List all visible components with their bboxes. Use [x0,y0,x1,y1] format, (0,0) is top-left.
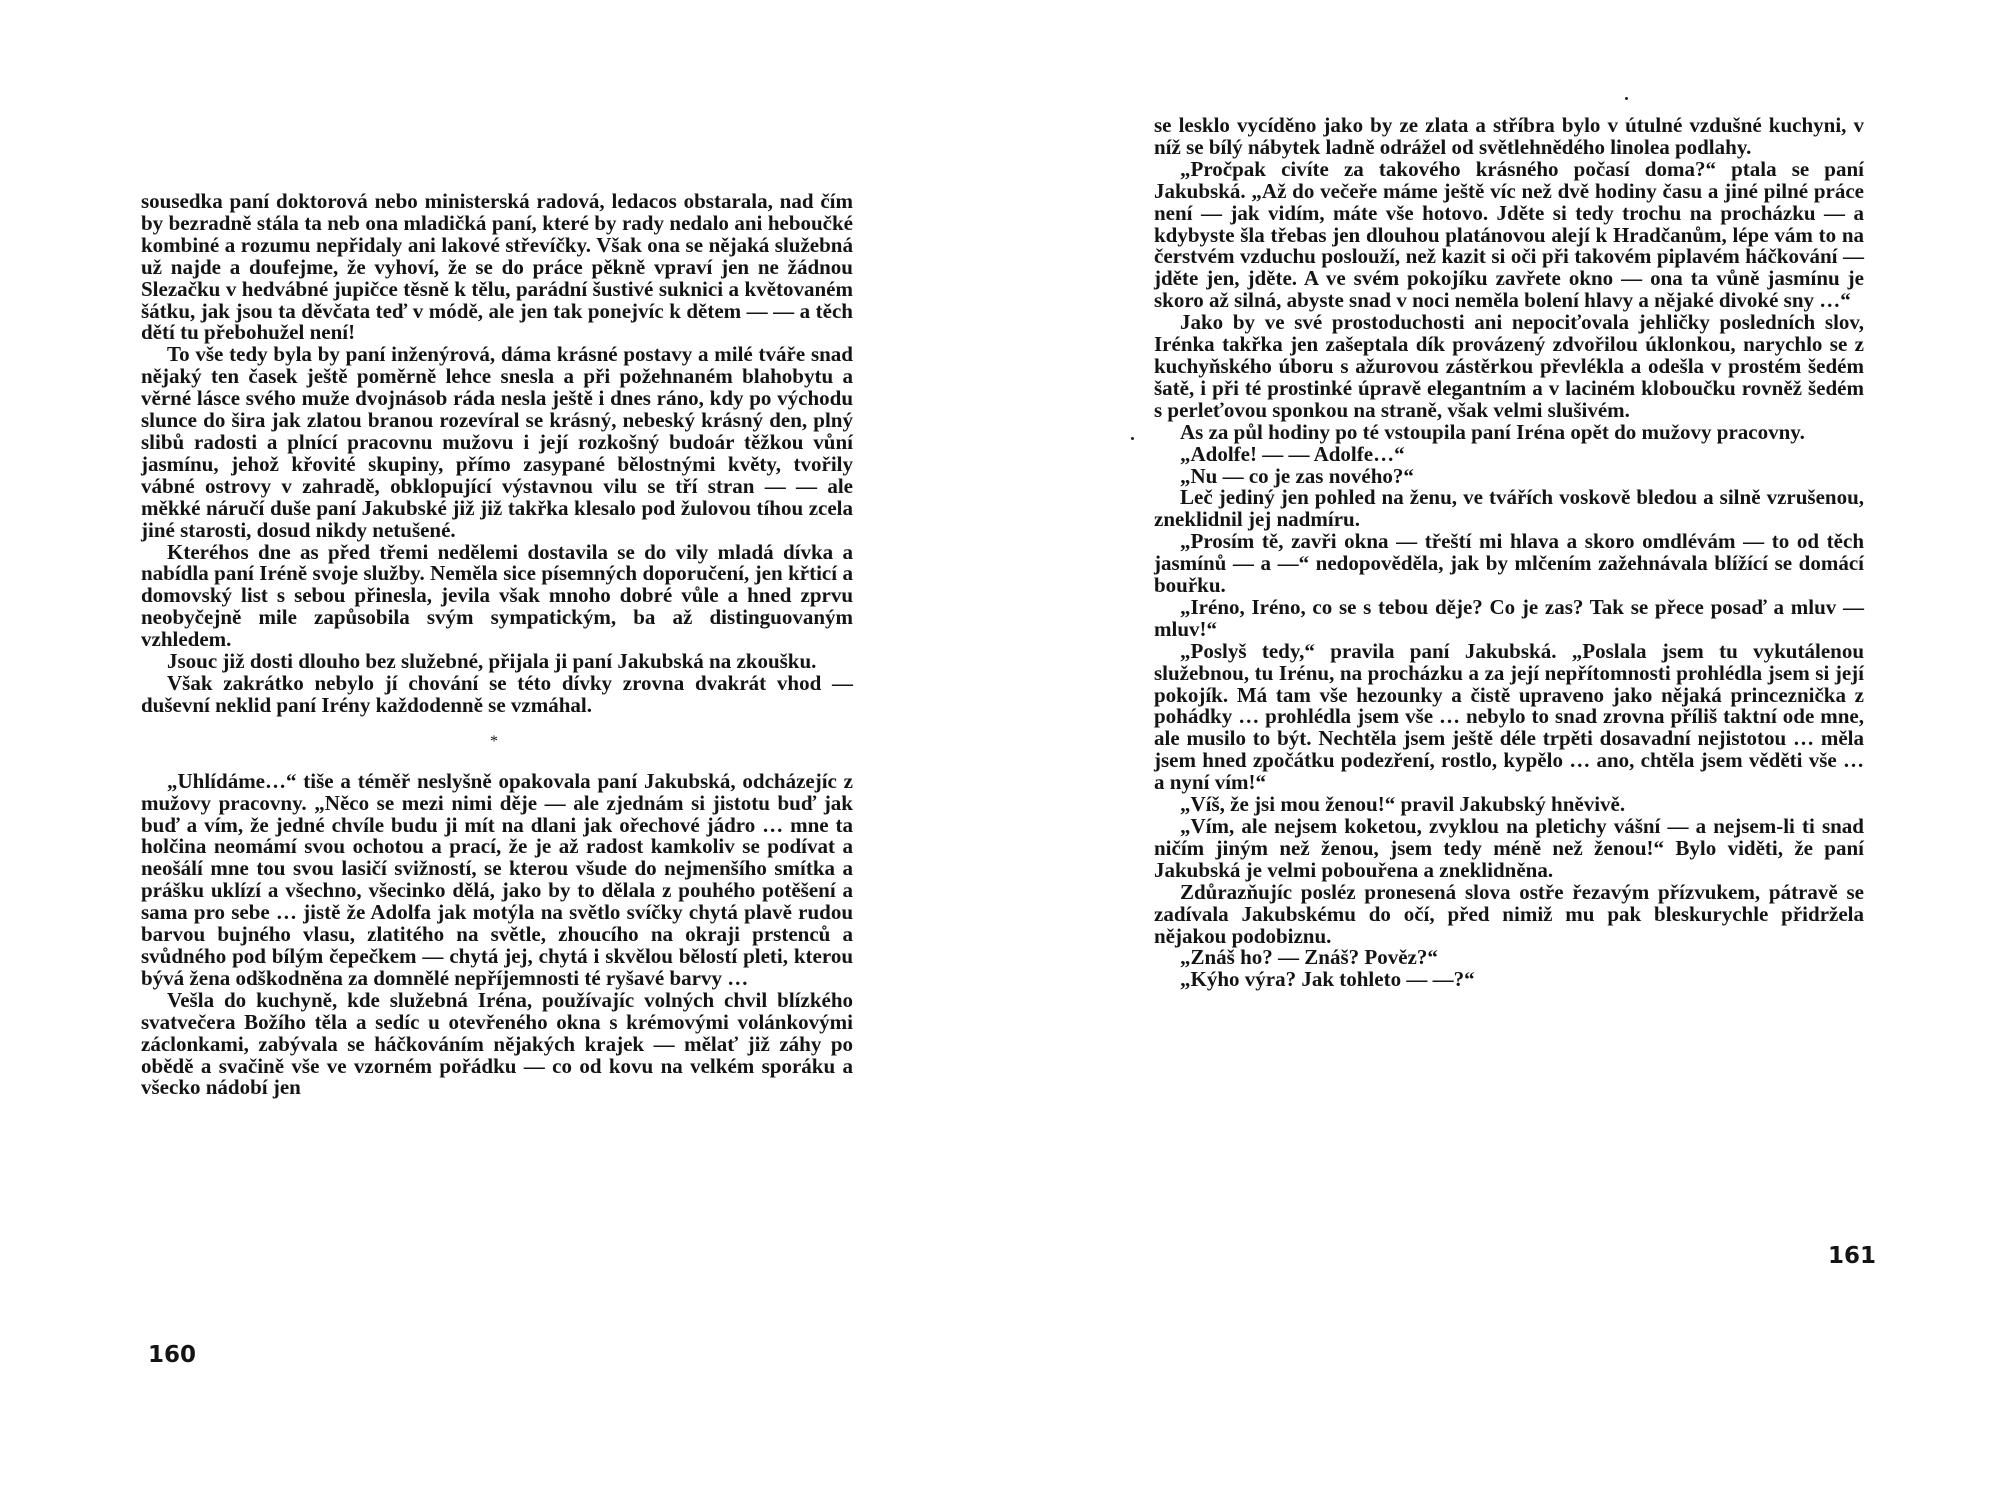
print-speck [1131,437,1134,440]
section-separator [141,725,853,755]
paragraph: sousedka paní doktorová nebo ministerská radová, ledacos obstarala, nad čím by bezradně stála ta neb ona mladičká paní, které by rady nedalo ani heboučké kombiné a rozumu nepřidaly ani lakové střevíčky. Však ona se nějaká služebná už najde a doufejme, že vyhoví, že se do práce pěkně vpraví jen ne žádnou Slezačku v hedvábné jupičce těsně k tělu, parádní šustivé suknici a květovaném šátku, jak jsou ta děvčata teď v módě, ale jen tak ponejvíc k dětem — — a těch dětí tu přebohužel není! [141,189,853,345]
paragraph: To vše tedy byla by paní inženýrová, dáma krásné postavy a milé tváře snad nějaký ten časek ještě poměrně lehce snesla a při požehnaném blahobytu a věrné lásce svého muže dvojnásob ráda nesla ještě i dnes ráno, kdy po východu slunce do šira jak zlatou branou rozevíral se krásný, nebeský krásný den, plný slibů radosti a plnící pracovnu mužovu i její rozkošný budoár těžkou vůní jasmínu, jehož křovité skupiny, přímo zasypané bělostnými květy, tvořily vábné ostrovy v zahradě, obklopující výstavnou vilu se tří stran — — ale měkké náručí duše paní Jakubské již již takřka klesalo pod žulovou tíhou zcela jiné starosti, dosud nikdy netušené. [141,342,853,542]
paragraph: Jsouc již dosti dlouho bez služebné, přijala ji paní Jakubská na zkoušku. [167,649,817,674]
paragraph: Kteréhos dne as před třemi nedělemi dostavila se do vily mladá dívka a nabídla paní Iréně svoje služby. Neměla sice písemných doporučení, jen křticí a domovský list s sebou přinesla, jevila však mnoho dobré vůle a hned zprvu neobyčejně mile zapůsobila svým sympatickým, ba až distinguovaným vzhledem. [141,539,853,652]
paragraph: „Poslyš tedy,“ pravila paní Jakubská. „Poslala jsem tu vykutálenou služebnou, tu Irénu, na procházku a za její nepřítomnosti prohlédla jsem si její pokojík. Má tam vše hezounky a čistě upraveno jako nějaká princeznička z pohádky … prohlédla jsem vše … nebylo to snad zrovna příliš taktní ode mne, ale musilo to být. Nechtěla jsem ještě déle trpěti dosavadní nejistotou … měla jsem hned zpočátku podezření, rostlo, kypělo … ano, chtěla jsem věděti vše … a nyní vím!“ [1154,638,1864,795]
paragraph: Zdůrazňujíc posléz pronesená slova ostře řezavým přízvukem, pátravě se zadívala Jakubskému do očí, před nimiž mu pak bleskurychle přidržela nějakou podobiznu. [1154,879,1864,948]
paragraph: „Nu — co je zas nového?“ [1180,463,1414,488]
page-number: 161 [1828,1243,1877,1269]
right-page [995,0,1990,1501]
paragraph: „Iréno, Iréno, co se s tebou děje? Co je zas? Tak se přece posaď a mluv — mluv!“ [1154,594,1864,641]
paragraph: „Vím, ale nejsem koketou, zvyklou na pletichy vášní — a nejsem-li ti snad ničím jiným než ženou, jsem tedy méně než ženou!“ Bylo viděti, že paní Jakubská je velmi pobouřena a zneklidněna. [1154,814,1864,882]
paragraph: „Adolfe! — — Adolfe…“ [1180,441,1405,466]
paragraph: se lesklo vycíděno jako by ze zlata a stříbra bylo v útulné vzdušné kuchyni, v níž se bílý nábytek ladně odrážel od světlehnědého linolea podlahy. [1154,113,1864,159]
right-text-column [1154,115,1864,991]
paragraph: Vešla do kuchyně, kde služebná Iréna, používajíc volných chvil blízkého svatvečera Božího těla a sedíc u otevřeného okna s krémovými volánkovými záclonkami, zabývala se háčkováním nějakých krajek — mělať již záhy po obědě a svačině vše ve vzorném pořádku — co od kovu na velkém sporáku a všecko nádobí jen [141,987,853,1100]
print-speck [1625,97,1628,100]
paragraph: As za půl hodiny po té vstoupila paní Iréna opět do mužovy pracovny. [1180,419,1805,444]
paragraph: Však zakrátko nebylo jí chování se této dívky zrovna dvakrát vhod — duševní neklid paní Irény každodenně se vzmáhal. [141,670,853,717]
paragraph: Leč jediný jen pohled na ženu, ve tvářích voskově bledou a silně vzrušenou, zneklidnil jej nadmíru. [1154,485,1864,532]
paragraph: „Pročpak civíte za takového krásného počasí doma?“ ptala se paní Jakubská. „Až do večeře máme ještě víc než dvě hodiny času a jiné pilné práce není — jak vidím, máte vše hotovo. Jděte si tedy trochu na procházku — a kdybyste šla třebas jen dlouhou platánovou alejí k Hradčanům, lépe vám to na čerstvém vzduchu poslouží, než kazit si oči při takovém piplavém háčkování — jděte jen, jděte. A ve svém pokojíku zavřete okno — ona ta vůně jasmínu je skoro až silná, abyste snad v noci neměla bolení hlavy a nějaké divoké sny …“ [1154,156,1864,313]
left-text-column [141,191,853,1099]
paragraph: „Víš, že jsi mou ženou!“ pravil Jakubský hněvivě. [1180,792,1626,817]
paragraph: „Prosím tě, zavři okna — třeští mi hlava a skoro omdlévám — to od těch jasmínů — a —“ nedopověděla, jak by mlčením zažehnávala blížící se domácí bouřku. [1154,529,1864,598]
asterisk-separator: * [490,732,498,750]
paragraph: „Znáš ho? — Znáš? Pověz?“ [1180,945,1438,970]
paragraph: „Uhlídáme…“ tiše a téměř neslyšně opakovala paní Jakubská, odcházejíc z mužovy pracovny. „Něco se mezi nimi děje — ale zjednám si jistotu buď jak buď a vím, že jedné chvíle budu ji mít na dlani jak ořechové jádro … mne ta holčina neomámí svou ochotou a prací, že je až radost kamkoliv se podívat a neošálí mne tou svou lasičí svižností, se kterou všude do nejmenšího smítka a prášku uklízí a všechno, všecinko dělá, jako by to dělala z pouhého potěšení a sama pro sebe … jistě že Adolfa jak motýla na světlo svíčky chytá plavě rudou barvou bujného vlasu, zlatitého na světle, zhoucího na okraji prstenců a svůdného pod bílým čepečkem — chytá jej, chytá i skvělou bělostí pleti, kterou bývá žena odškodněna za domnělé nepříjemnosti té ryšavé barvy … [141,768,853,990]
paragraph: Jako by ve své prostoduchosti ani nepociťovala jehličky posledních slov, Irénka takřka jen zašeptala dík provázený zdvořilou úklonkou, narychlo se z kuchyňského úboru s ažurovou zástěrkou převlékla a odešla v prostém šedém šatě, i při té prostinké úpravě elegantním a v laciném kloboučku rovněž šedém s perleťovou sponkou na straně, však velmi slušivém. [1154,310,1864,422]
page-number: 160 [148,1342,197,1368]
paragraph: „Kýho výra? Jak tohleto — —?“ [1180,967,1475,992]
